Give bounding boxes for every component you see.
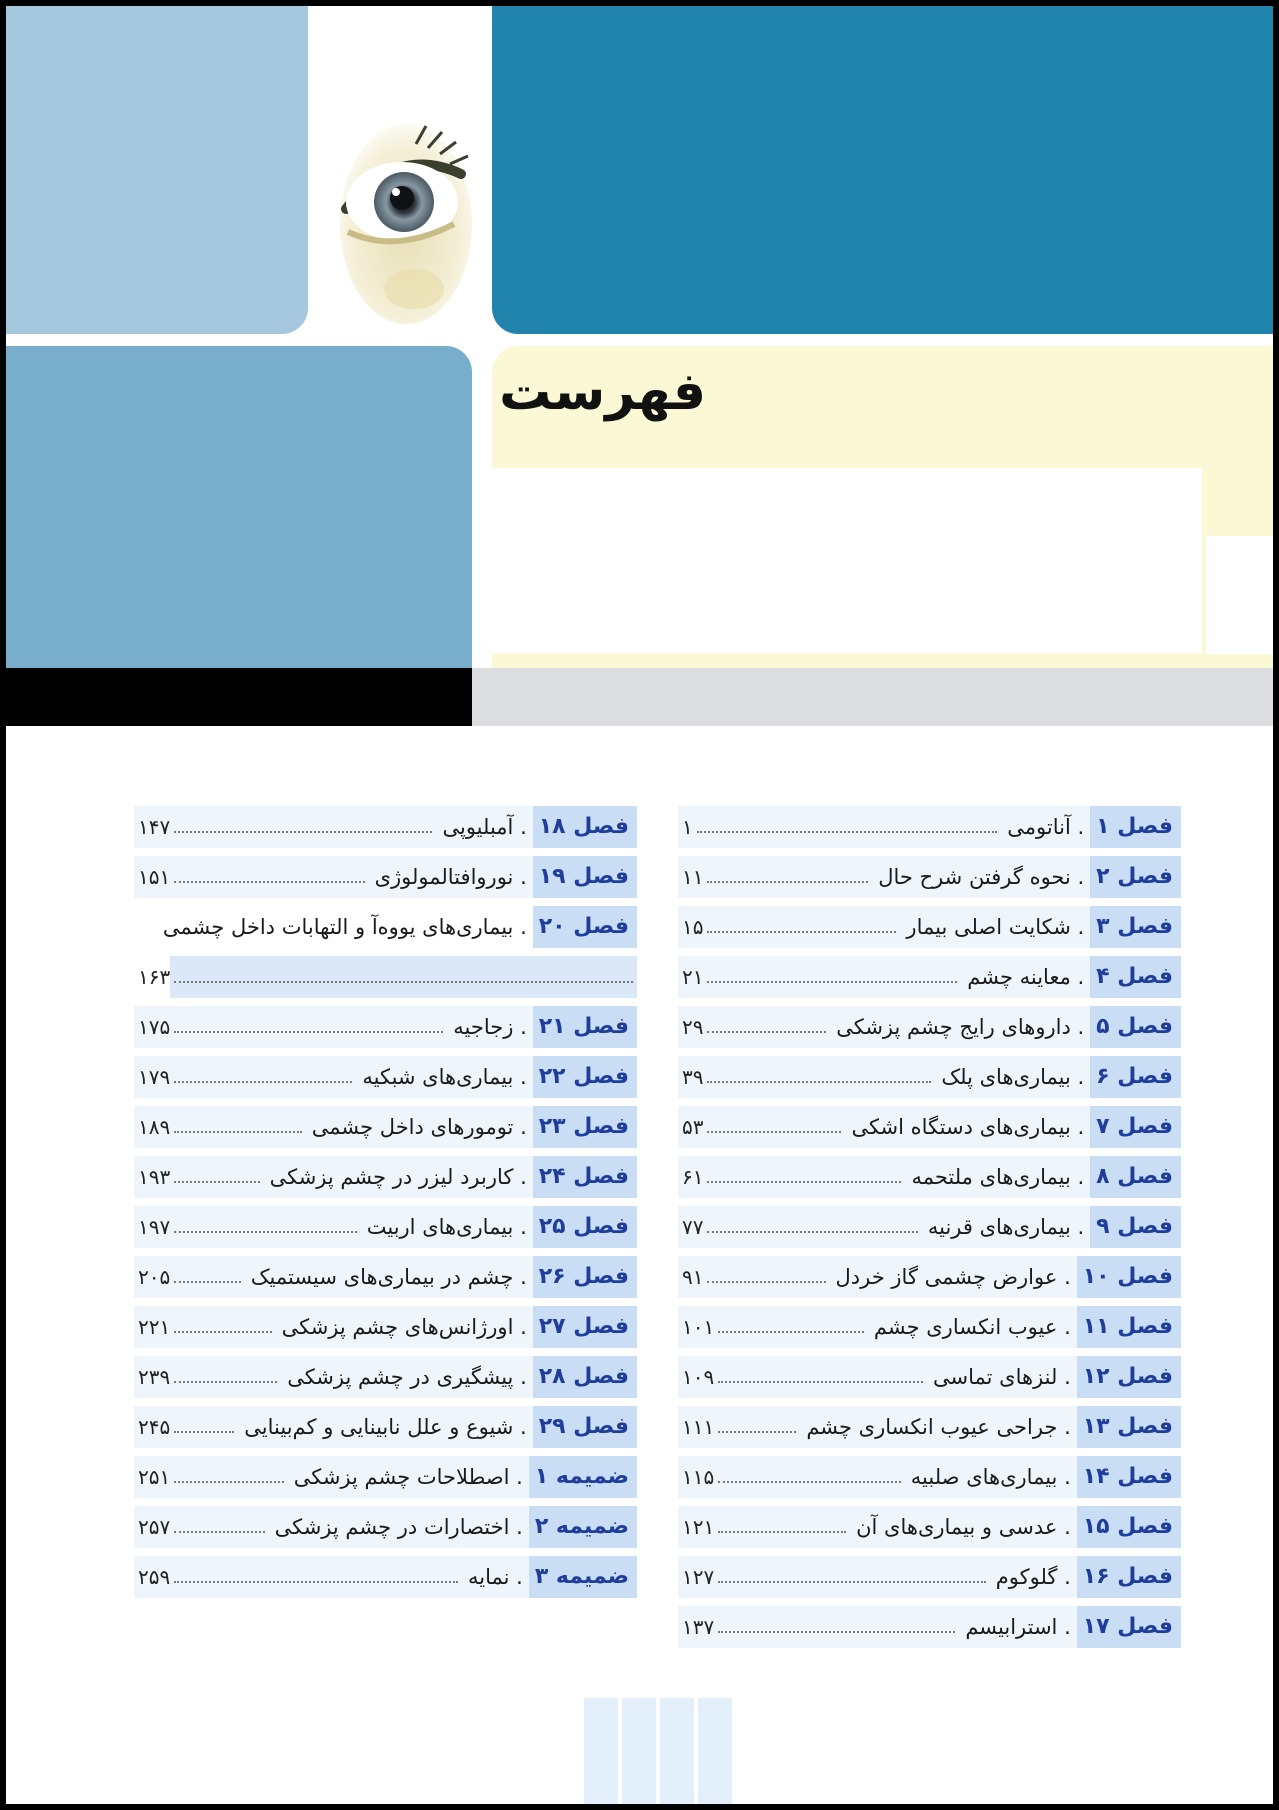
entry-label: فصل ۲۶ <box>533 1256 637 1298</box>
entry-title: . معاینه چشم <box>967 965 1085 989</box>
leader-dots <box>718 1531 846 1533</box>
entry-title: . نمایه <box>467 1565 523 1589</box>
entry-label: فصل ۲۹ <box>533 1406 637 1448</box>
toc-entry[interactable] <box>134 1306 637 1348</box>
toc-entry[interactable] <box>134 1006 637 1048</box>
title-panel <box>492 468 1202 653</box>
entry-label: فصل ۱۰ <box>1077 1256 1181 1298</box>
toc-entry[interactable] <box>134 806 637 848</box>
entry-label: ضمیمه ۳ <box>529 1556 637 1598</box>
entry-title: . بیماری‌های قرنیه <box>927 1215 1085 1239</box>
footer-tab <box>584 1698 618 1804</box>
leader-dots <box>174 1531 264 1533</box>
toc-column-right <box>678 806 1181 1656</box>
leader-dots <box>707 981 957 983</box>
entry-title: . بیماری‌های یووه‌آ و التهابات داخل چشمی <box>162 915 527 939</box>
entry-page: ۱۸۹ <box>138 1115 171 1139</box>
entry-label: فصل ۱۵ <box>1077 1506 1181 1548</box>
entry-page: ۱۰۱ <box>682 1315 715 1339</box>
entry-label: فصل ۲۱ <box>533 1006 637 1048</box>
eye-image <box>336 114 476 324</box>
entry-page: ۱۵۱ <box>138 865 171 889</box>
leader-dots <box>718 1431 796 1433</box>
entry-label: فصل ۱۶ <box>1077 1556 1181 1598</box>
entry-label: فصل ۲ <box>1090 856 1181 898</box>
leader-fill <box>170 956 637 998</box>
toc-entry[interactable] <box>678 1556 1181 1598</box>
entry-label: فصل ۱۹ <box>533 856 637 898</box>
entry-title: . بیماری‌های شبکیه <box>362 1065 527 1089</box>
entry-title: . بیماری‌های پلک <box>941 1065 1085 1089</box>
entry-label: فصل ۵ <box>1090 1006 1181 1048</box>
title-panel-side <box>1206 536 1273 654</box>
toc-entry[interactable] <box>678 1506 1181 1548</box>
entry-label: فصل ۱ <box>1090 806 1181 848</box>
entry-title: . زجاجیه <box>453 1015 527 1039</box>
entry-page: ۲۱ <box>682 965 704 989</box>
toc-entry[interactable] <box>678 1406 1181 1448</box>
entry-page: ۱۱ <box>682 865 704 889</box>
entry-title: . عیوب انکساری چشم <box>873 1315 1071 1339</box>
entry-page: ۱۰۹ <box>682 1365 715 1389</box>
leader-dots <box>707 1031 826 1033</box>
toc-entry[interactable] <box>134 1106 637 1148</box>
entry-page: ۱۱۱ <box>682 1415 715 1439</box>
entry-page: ۵۳ <box>682 1115 704 1139</box>
toc-entry[interactable] <box>678 956 1181 998</box>
leader-dots <box>174 1431 234 1433</box>
leader-dots <box>174 1581 458 1583</box>
entry-page: ۱۱۵ <box>682 1465 715 1489</box>
entry-title: . بیماری‌های دستگاه اشکی <box>851 1115 1085 1139</box>
header-block-teal <box>492 6 1273 334</box>
entry-title: . کاربرد لیزر در چشم پزشکی <box>269 1165 527 1189</box>
entry-label: فصل ۲۰ <box>533 906 637 948</box>
leader-dots <box>707 931 896 933</box>
entry-page: ۶۱ <box>682 1165 704 1189</box>
entry-label: فصل ۳ <box>1090 906 1181 948</box>
entry-label: ضمیمه ۱ <box>529 1456 637 1498</box>
toc-entry[interactable] <box>678 1206 1181 1248</box>
entry-page: ۲۵۱ <box>138 1465 171 1489</box>
toc-entry[interactable] <box>678 1456 1181 1498</box>
entry-page: ۱۹۳ <box>138 1165 171 1189</box>
entry-label: فصل ۲۸ <box>533 1356 637 1398</box>
leader-dots <box>707 1081 931 1083</box>
toc-entry[interactable] <box>134 1356 637 1398</box>
entry-label: فصل ۱۸ <box>533 806 637 848</box>
entry-title: . نوروافتالمولوژی <box>374 865 527 889</box>
entry-title: . اختصارات در چشم پزشکی <box>274 1515 523 1539</box>
header-bar-black <box>6 668 472 726</box>
entry-page: ۱۲۱ <box>682 1515 715 1539</box>
entry-title: . آناتومی <box>1007 815 1085 839</box>
entry-page: ۲۰۵ <box>138 1265 171 1289</box>
leader-dots <box>174 1081 352 1083</box>
toc-entry[interactable] <box>678 1006 1181 1048</box>
toc-entry[interactable] <box>134 856 637 898</box>
entry-page: ۲۴۵ <box>138 1415 171 1439</box>
toc-entry[interactable] <box>134 1506 637 1548</box>
entry-page: ۱۶۳ <box>138 965 171 989</box>
toc-entry[interactable] <box>678 1106 1181 1148</box>
leader-dots <box>174 1131 302 1133</box>
leader-dots <box>174 1331 271 1333</box>
entry-label: فصل ۱۴ <box>1077 1456 1181 1498</box>
toc-entry[interactable] <box>678 1356 1181 1398</box>
toc-entry[interactable] <box>678 856 1181 898</box>
footer-tab <box>622 1698 656 1804</box>
entry-page: ۱۷۹ <box>138 1065 171 1089</box>
entry-title: . گلوکوم <box>995 1565 1071 1589</box>
toc-entry[interactable] <box>134 1406 637 1448</box>
entry-label: فصل ۷ <box>1090 1106 1181 1148</box>
toc-column-left <box>134 806 637 1606</box>
entry-page: ۲۳۹ <box>138 1365 171 1389</box>
entry-title: . اورژانس‌های چشم پزشکی <box>281 1315 527 1339</box>
entry-page: ۷۷ <box>682 1215 704 1239</box>
toc-entry[interactable] <box>678 1156 1181 1198</box>
leader-dots <box>174 831 432 833</box>
leader-dots <box>718 1631 955 1633</box>
footer-tab <box>698 1698 732 1804</box>
entry-title: . لنزهای تماسی <box>933 1365 1071 1389</box>
toc-entry[interactable] <box>134 1256 637 1298</box>
entry-title: . آمبلیوپی <box>442 815 527 839</box>
leader-dots <box>718 1481 901 1483</box>
entry-second-line <box>134 956 637 998</box>
entry-label: فصل ۲۵ <box>533 1206 637 1248</box>
entry-title: . پیشگیری در چشم پزشکی <box>287 1365 527 1389</box>
leader-dots <box>174 881 364 883</box>
toc-entry[interactable] <box>134 1206 637 1248</box>
leader-dots <box>174 1381 277 1383</box>
entry-page: ۲۹ <box>682 1015 704 1039</box>
entry-title: . چشم در بیماری‌های سیستمیک <box>250 1265 527 1289</box>
entry-label: فصل ۲۷ <box>533 1306 637 1348</box>
entry-title: . بیماری‌های اربیت <box>366 1215 527 1239</box>
toc-entry[interactable] <box>678 906 1181 948</box>
toc-entry[interactable] <box>678 806 1181 848</box>
entry-page: ۲۲۱ <box>138 1315 171 1339</box>
page <box>6 6 1273 1804</box>
entry-page: ۱۹۷ <box>138 1215 171 1239</box>
leader-dots <box>174 1181 259 1183</box>
entry-label: فصل ۸ <box>1090 1156 1181 1198</box>
entry-page: ۳۹ <box>682 1065 704 1089</box>
entry-page: ۹۱ <box>682 1265 704 1289</box>
toc-entry[interactable] <box>678 1306 1181 1348</box>
entry-title: . عوارض چشمی گاز خردل <box>835 1265 1071 1289</box>
toc-entry[interactable] <box>134 1056 637 1098</box>
entry-page: ۱۷۵ <box>138 1015 171 1039</box>
leader-dots <box>707 1231 917 1233</box>
toc-entry-multiline[interactable] <box>134 906 637 998</box>
entry-title: . داروهای رایج چشم پزشکی <box>836 1015 1085 1039</box>
entry-first-line <box>157 906 637 948</box>
entry-page: ۱۵ <box>682 915 704 939</box>
leader-dots <box>707 881 868 883</box>
header-block-light <box>6 6 308 334</box>
entry-page: ۱۳۷ <box>682 1615 715 1639</box>
entry-title: . اصطلاحات چشم پزشکی <box>293 1465 523 1489</box>
entry-title: . جراحی عیوب انکساری چشم <box>806 1415 1071 1439</box>
entry-page: ۲۵۷ <box>138 1515 171 1539</box>
entry-label: فصل ۱۳ <box>1077 1406 1181 1448</box>
entry-page: ۱۴۷ <box>138 815 171 839</box>
entry-label: فصل ۲۴ <box>533 1156 637 1198</box>
entry-title: . عدسی و بیماری‌های آن <box>856 1515 1071 1539</box>
entry-title: . تومورهای داخل چشمی <box>311 1115 527 1139</box>
entry-label: فصل ۲۲ <box>533 1056 637 1098</box>
entry-title: . استرابیسم <box>965 1615 1071 1639</box>
toc-entry[interactable] <box>678 1256 1181 1298</box>
leader-dots <box>174 1031 443 1033</box>
entry-label: ضمیمه ۲ <box>529 1506 637 1548</box>
entry-title: . شیوع و علل نابینایی و کم‌بینایی <box>244 1415 527 1439</box>
entry-title: . نحوه گرفتن شرح حال <box>878 865 1085 889</box>
entry-page: ۲۵۹ <box>138 1565 171 1589</box>
leader-dots <box>697 831 998 833</box>
leader-dots <box>718 1331 864 1333</box>
leader-dots <box>707 1281 825 1283</box>
entry-label: فصل ۴ <box>1090 956 1181 998</box>
leader-dots <box>707 1131 841 1133</box>
header-block-mid <box>6 346 472 668</box>
entry-label: فصل ۱۷ <box>1077 1606 1181 1648</box>
leader-dots <box>174 981 633 983</box>
footer-tab <box>660 1698 694 1804</box>
leader-dots <box>174 1281 240 1283</box>
leader-dots <box>718 1581 986 1583</box>
leader-dots <box>707 1181 901 1183</box>
entry-label: فصل ۲۳ <box>533 1106 637 1148</box>
leader-dots <box>174 1231 357 1233</box>
entry-title: . بیماری‌های صلبیه <box>910 1465 1071 1489</box>
entry-title: . شکایت اصلی بیمار <box>906 915 1085 939</box>
toc-entry[interactable] <box>678 1056 1181 1098</box>
entry-page: ۱۲۷ <box>682 1565 715 1589</box>
entry-page: ۱ <box>682 815 693 839</box>
entry-label: فصل ۱۲ <box>1077 1356 1181 1398</box>
toc-entry[interactable] <box>134 1156 637 1198</box>
entry-title: . بیماری‌های ملتحمه <box>911 1165 1085 1189</box>
leader-dots <box>718 1381 923 1383</box>
leader-dots <box>174 1481 283 1483</box>
page-title: فهرست <box>499 362 706 422</box>
entry-label: فصل ۶ <box>1090 1056 1181 1098</box>
entry-label: فصل ۹ <box>1090 1206 1181 1248</box>
entry-label: فصل ۱۱ <box>1077 1306 1181 1348</box>
toc-entry[interactable] <box>134 1556 637 1598</box>
header-bar-gray <box>472 668 1273 726</box>
toc-entry[interactable] <box>134 1456 637 1498</box>
toc-entry[interactable] <box>678 1606 1181 1648</box>
